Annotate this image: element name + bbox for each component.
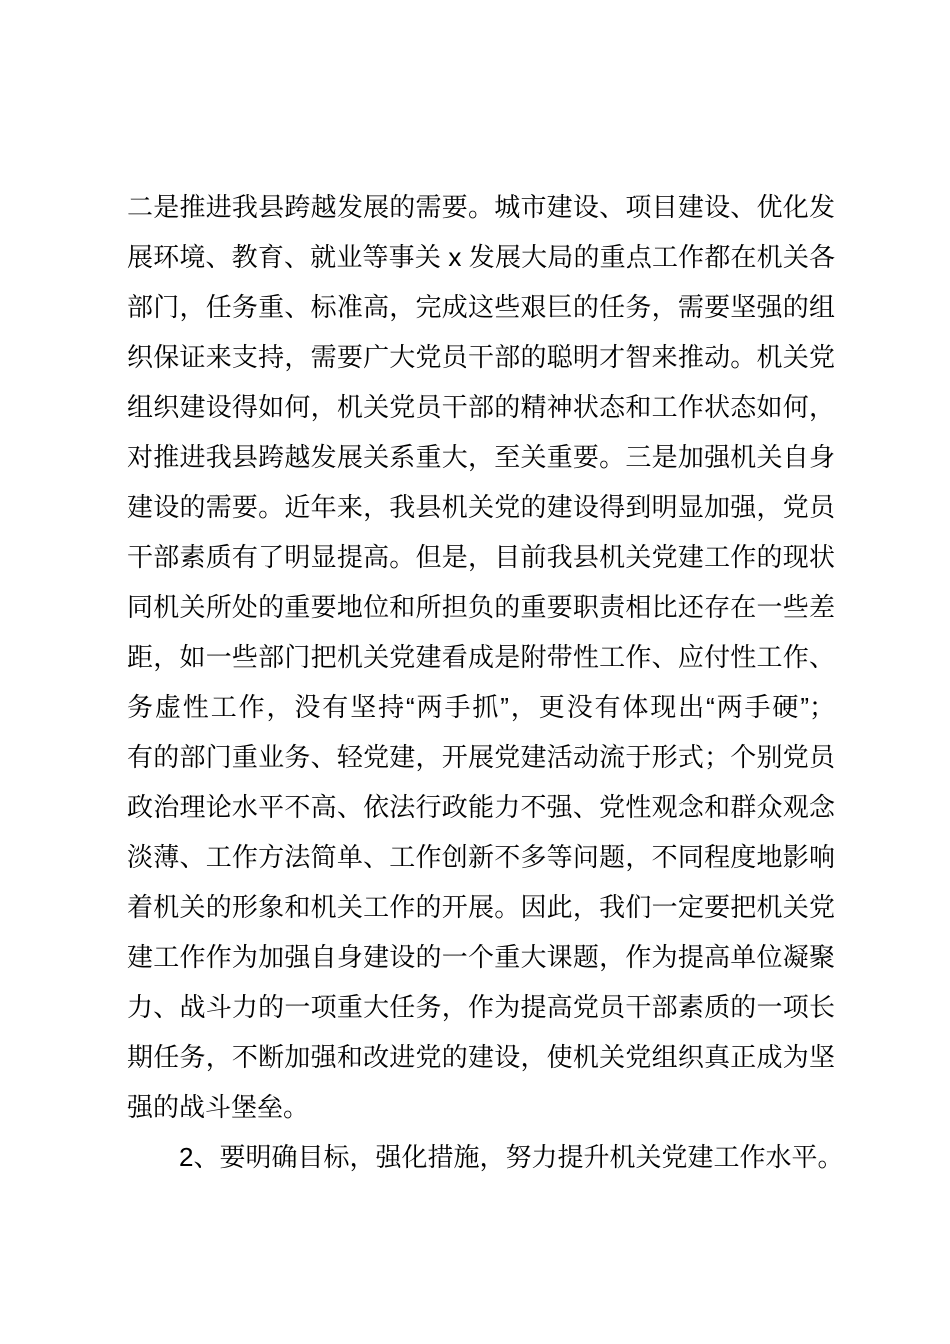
text-line: 2、要明确目标，强化措施，努力提升机关党建工作水平。 (179, 1142, 844, 1172)
text-line: 强的战斗堡垒。 (127, 1092, 310, 1122)
text-line: 对推进我县跨越发展关系重大，至关重要。三是加强机关自身 (127, 442, 835, 472)
text-line: 同机关所处的重要地位和所担负的重要职责相比还存在一些差 (127, 592, 835, 622)
text-line: 组织建设得如何，机关党员干部的精神状态和工作状态如何， (127, 392, 835, 422)
text-line: 距，如一些部门把机关党建看成是附带性工作、应付性工作、 (127, 642, 835, 672)
text-line: 建工作作为加强自身建设的一个重大课题，作为提高单位凝聚 (127, 942, 835, 972)
text-block (127, 182, 844, 1182)
text-line: 干部素质有了明显提高。但是，目前我县机关党建工作的现状 (127, 542, 835, 572)
text-line: 力、战斗力的一项重大任务，作为提高党员干部素质的一项长 (127, 992, 835, 1022)
text-line: 展环境、教育、就业等事关 x 发展大局的重点工作都在机关各 (127, 242, 835, 272)
text-line: 务虚性工作，没有坚持“两手抓”，更没有体现出“两手硬”； (127, 692, 835, 722)
text-line: 着机关的形象和机关工作的开展。因此，我们一定要把机关党 (127, 892, 835, 922)
text-line: 期任务，不断加强和改进党的建设，使机关党组织真正成为坚 (127, 1042, 835, 1072)
text-line: 淡薄、工作方法简单、工作创新不多等问题，不同程度地影响 (127, 842, 835, 872)
text-line: 二是推进我县跨越发展的需要。城市建设、项目建设、优化发 (127, 192, 835, 222)
text-line: 部门，任务重、标准高，完成这些艰巨的任务，需要坚强的组 (127, 292, 835, 322)
text-line: 有的部门重业务、轻党建，开展党建活动流于形式；个别党员 (127, 742, 835, 772)
text-line: 政治理论水平不高、依法行政能力不强、党性观念和群众观念 (127, 792, 835, 822)
text-line: 织保证来支持，需要广大党员干部的聪明才智来推动。机关党 (127, 342, 835, 372)
text-line: 建设的需要。近年来，我县机关党的建设得到明显加强，党员 (127, 492, 835, 522)
